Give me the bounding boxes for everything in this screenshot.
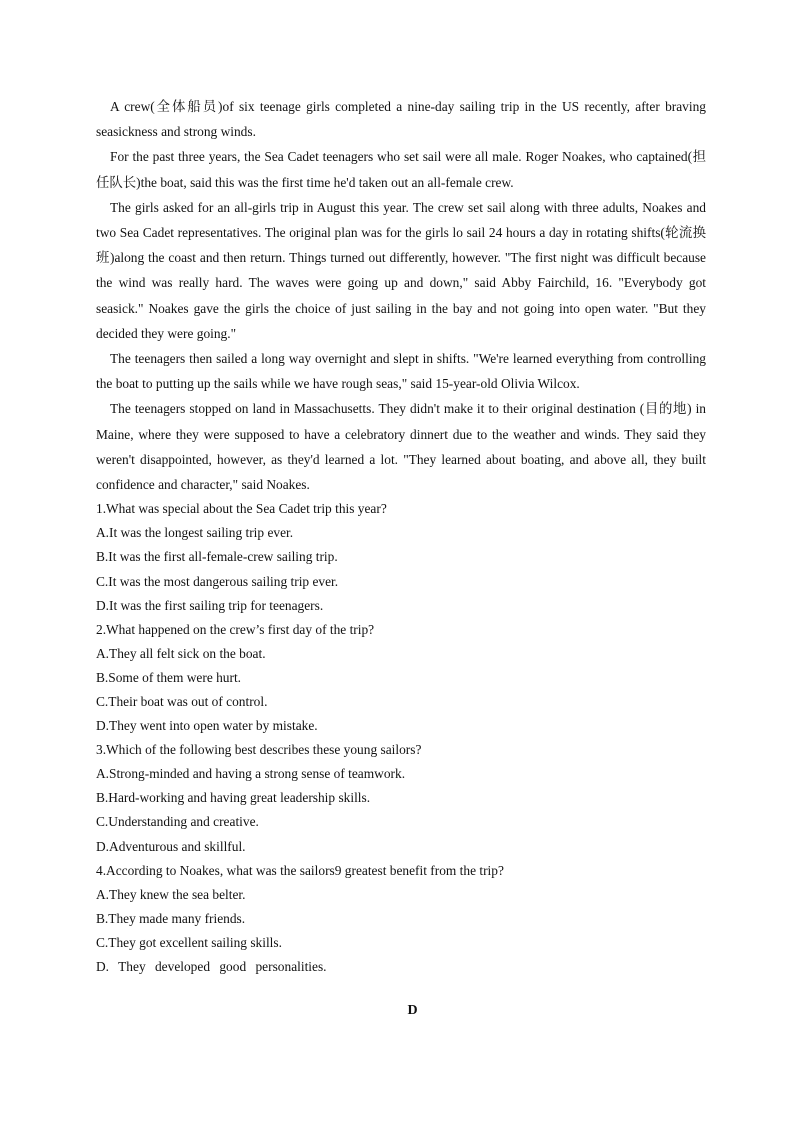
answer-option: D.They went into open water by mistake. <box>96 718 318 734</box>
answer-option: C.Their boat was out of control. <box>96 694 268 709</box>
answer-option: B.It was the first all-female-crew sailing trip. <box>96 549 338 565</box>
answer-option: D. They developed good personalities. <box>96 959 327 975</box>
answer-option: C.Understanding and creative. <box>96 814 259 830</box>
question-stem: 1.What was special about the Sea Cadet trip this year? <box>96 501 387 517</box>
question-2 <box>96 618 706 738</box>
question-1 <box>96 497 706 617</box>
paragraph: The teenagers stopped on land in Massachusetts. They didn't make it to their original destination (目的地) in Maine, where they were supposed to have a celebratory dinnert due to the weather and winds. They said they weren't disappointed, however, as they'd learned a lot. "They learned about boating, and above all, they built confidence and character," said Noakes. <box>96 401 706 493</box>
question-4 <box>96 859 706 979</box>
answer-option: D.Adventurous and skillful. <box>96 838 246 854</box>
reading-content <box>96 94 706 979</box>
answer-option: A.They knew the sea belter. <box>96 886 246 902</box>
paragraph: For the past three years, the Sea Cadet teenagers who set sail were all male. Roger Noakes, who captained(担任队长)the boat, said this was the first time he'd taken out an all-female crew. <box>96 149 706 190</box>
answer-option: D.It was the first sailing trip for teenagers. <box>96 597 324 613</box>
paragraph: A crew(全体船员)of six teenage girls completed a nine-day sailing trip in the US recently, after braving seasickness and strong winds. <box>96 99 706 140</box>
answer-option: C.They got excellent sailing skills. <box>96 934 282 950</box>
question-stem: 4.According to Noakes, what was the sailors9 greatest benefit from the trip? <box>96 862 504 878</box>
paragraph: The teenagers then sailed a long way overnight and slept in shifts. "We're learned everything from controlling the boat to putting up the sails while we have rough seas," said 15-year-old Olivia Wilcox. <box>96 351 706 392</box>
answer-option: A.Strong-minded and having a strong sense of teamwork. <box>96 766 406 782</box>
answer-option: B.Hard-working and having great leadership skills. <box>96 790 371 806</box>
section-heading: D <box>407 1003 418 1018</box>
question-3 <box>96 738 706 858</box>
answer-option: B.Some of them were hurt. <box>96 669 242 685</box>
question-stem: 2.What happened on the crew’s first day of the trip? <box>96 621 375 637</box>
paragraph: The girls asked for an all-girls trip in August this year. The crew set sail along with three adults, Noakes and two Sea Cadet representatives. The original plan was for the girls lo sail 24 hours a day in rotating shifts(轮流换班)along the coast and then return. Things turned out differently, however. "The first night was difficult because the wind was really hard. The waves were going up and down," said Abby Fairchild, 16. "Everybody got seasick." Noakes gave the girls the choice of just sailing in the bay and not going into open water. "But they decided they were going." <box>96 199 706 341</box>
question-stem: 3.Which of the following best describes these young sailors? <box>96 742 422 758</box>
answer-option: B.They made many friends. <box>96 910 246 926</box>
passage <box>96 94 706 497</box>
answer-option: A.They all felt sick on the boat. <box>96 645 266 661</box>
answer-option: C.It was the most dangerous sailing trip ever. <box>96 573 339 589</box>
answer-option: A.It was the longest sailing trip ever. <box>96 525 294 541</box>
